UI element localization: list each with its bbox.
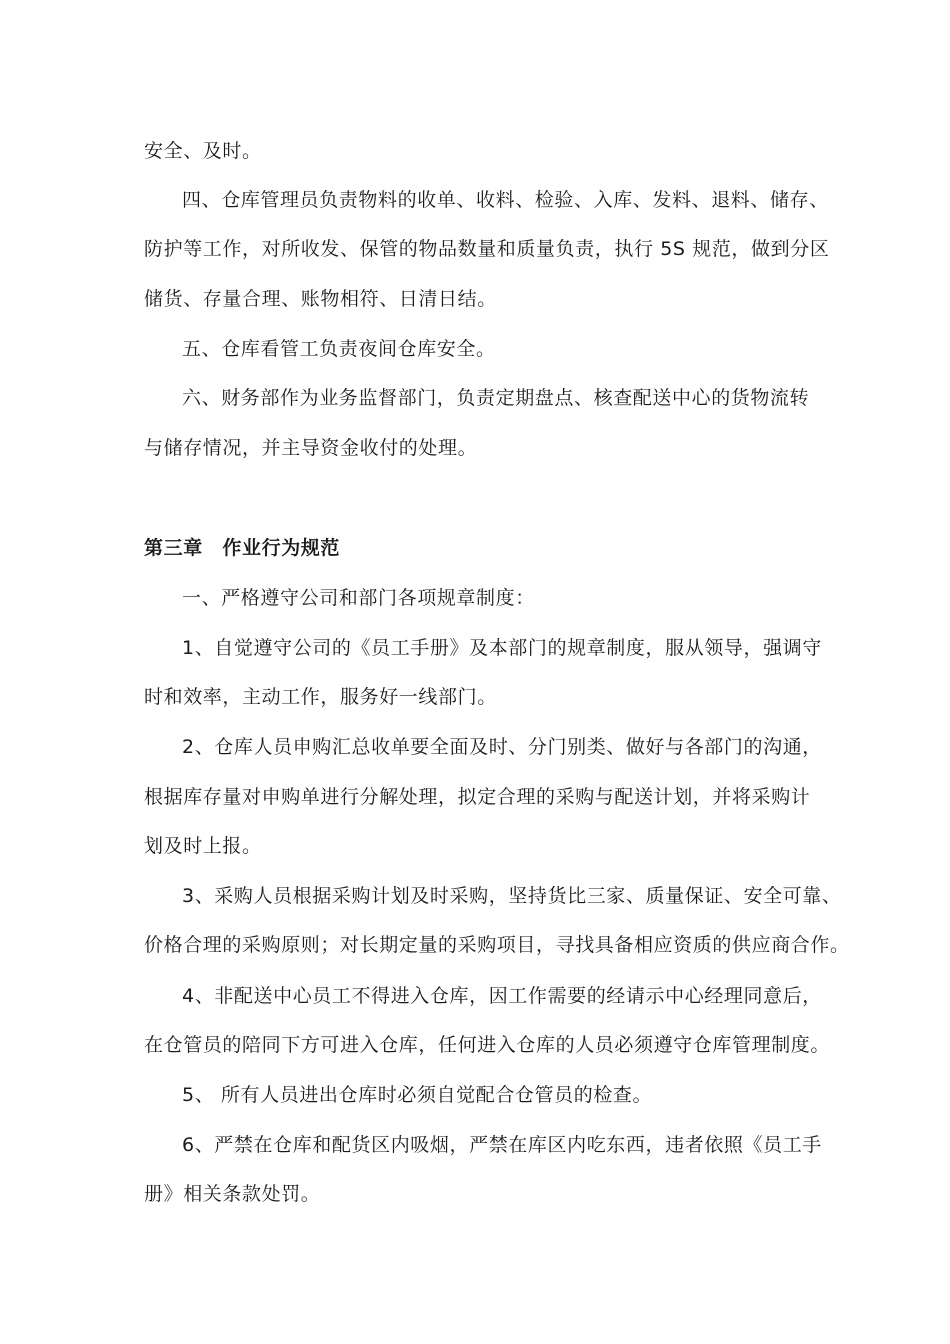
paragraph-line: 册》相关条款处罚。: [144, 1183, 321, 1205]
paragraph-line: 划及时上报。: [144, 835, 262, 857]
chapter-heading: 第三章 作业行为规范: [144, 537, 341, 559]
paragraph-line: 五、仓库看管工负责夜间仓库安全。: [182, 338, 496, 360]
paragraph-line: 一、严格遵守公司和部门各项规章制度：: [182, 587, 535, 609]
paragraph-line: 与储存情况，并主导资金收付的处理。: [144, 437, 478, 459]
paragraph-line: 5、 所有人员进出仓库时必须自觉配合仓管员的检查。: [182, 1084, 653, 1106]
paragraph-line: 防护等工作，对所收发、保管的物品数量和质量负责，执行 5S 规范，做到分区: [144, 238, 830, 260]
paragraph-line: 1、自觉遵守公司的《员工手册》及本部门的规章制度，服从领导，强调守: [182, 637, 822, 659]
paragraph-line: 储货、存量合理、账物相符、日清日结。: [144, 288, 497, 310]
paragraph-line: 在仓管员的陪同下方可进入仓库，任何进入仓库的人员必须遵守仓库管理制度。: [144, 1034, 831, 1056]
paragraph-line: 根据库存量对申购单进行分解处理，拟定合理的采购与配送计划，并将采购计: [144, 786, 811, 808]
paragraph-line: 四、仓库管理员负责物料的收单、收料、检验、入库、发料、退料、储存、: [182, 189, 829, 211]
paragraph-line: 价格合理的采购原则；对长期定量的采购项目，寻找具备相应资质的供应商合作。: [144, 934, 850, 956]
paragraph-line: 4、非配送中心员工不得进入仓库，因工作需要的经请示中心经理同意后，: [182, 985, 822, 1007]
paragraph-line: 6、严禁在仓库和配货区内吸烟，严禁在库区内吃东西，违者依照《员工手: [182, 1134, 822, 1156]
paragraph-line: 时和效率，主动工作，服务好一线部门。: [144, 686, 497, 708]
paragraph-line: 六、财务部作为业务监督部门，负责定期盘点、核查配送中心的货物流转: [182, 387, 810, 409]
paragraph-line: 安全、及时。: [144, 140, 262, 162]
paragraph-line: 3、采购人员根据采购计划及时采购，坚持货比三家、质量保证、安全可靠、: [182, 885, 842, 907]
paragraph-line: 2、仓库人员申购汇总收单要全面及时、分门别类、做好与各部门的沟通，: [182, 736, 822, 758]
